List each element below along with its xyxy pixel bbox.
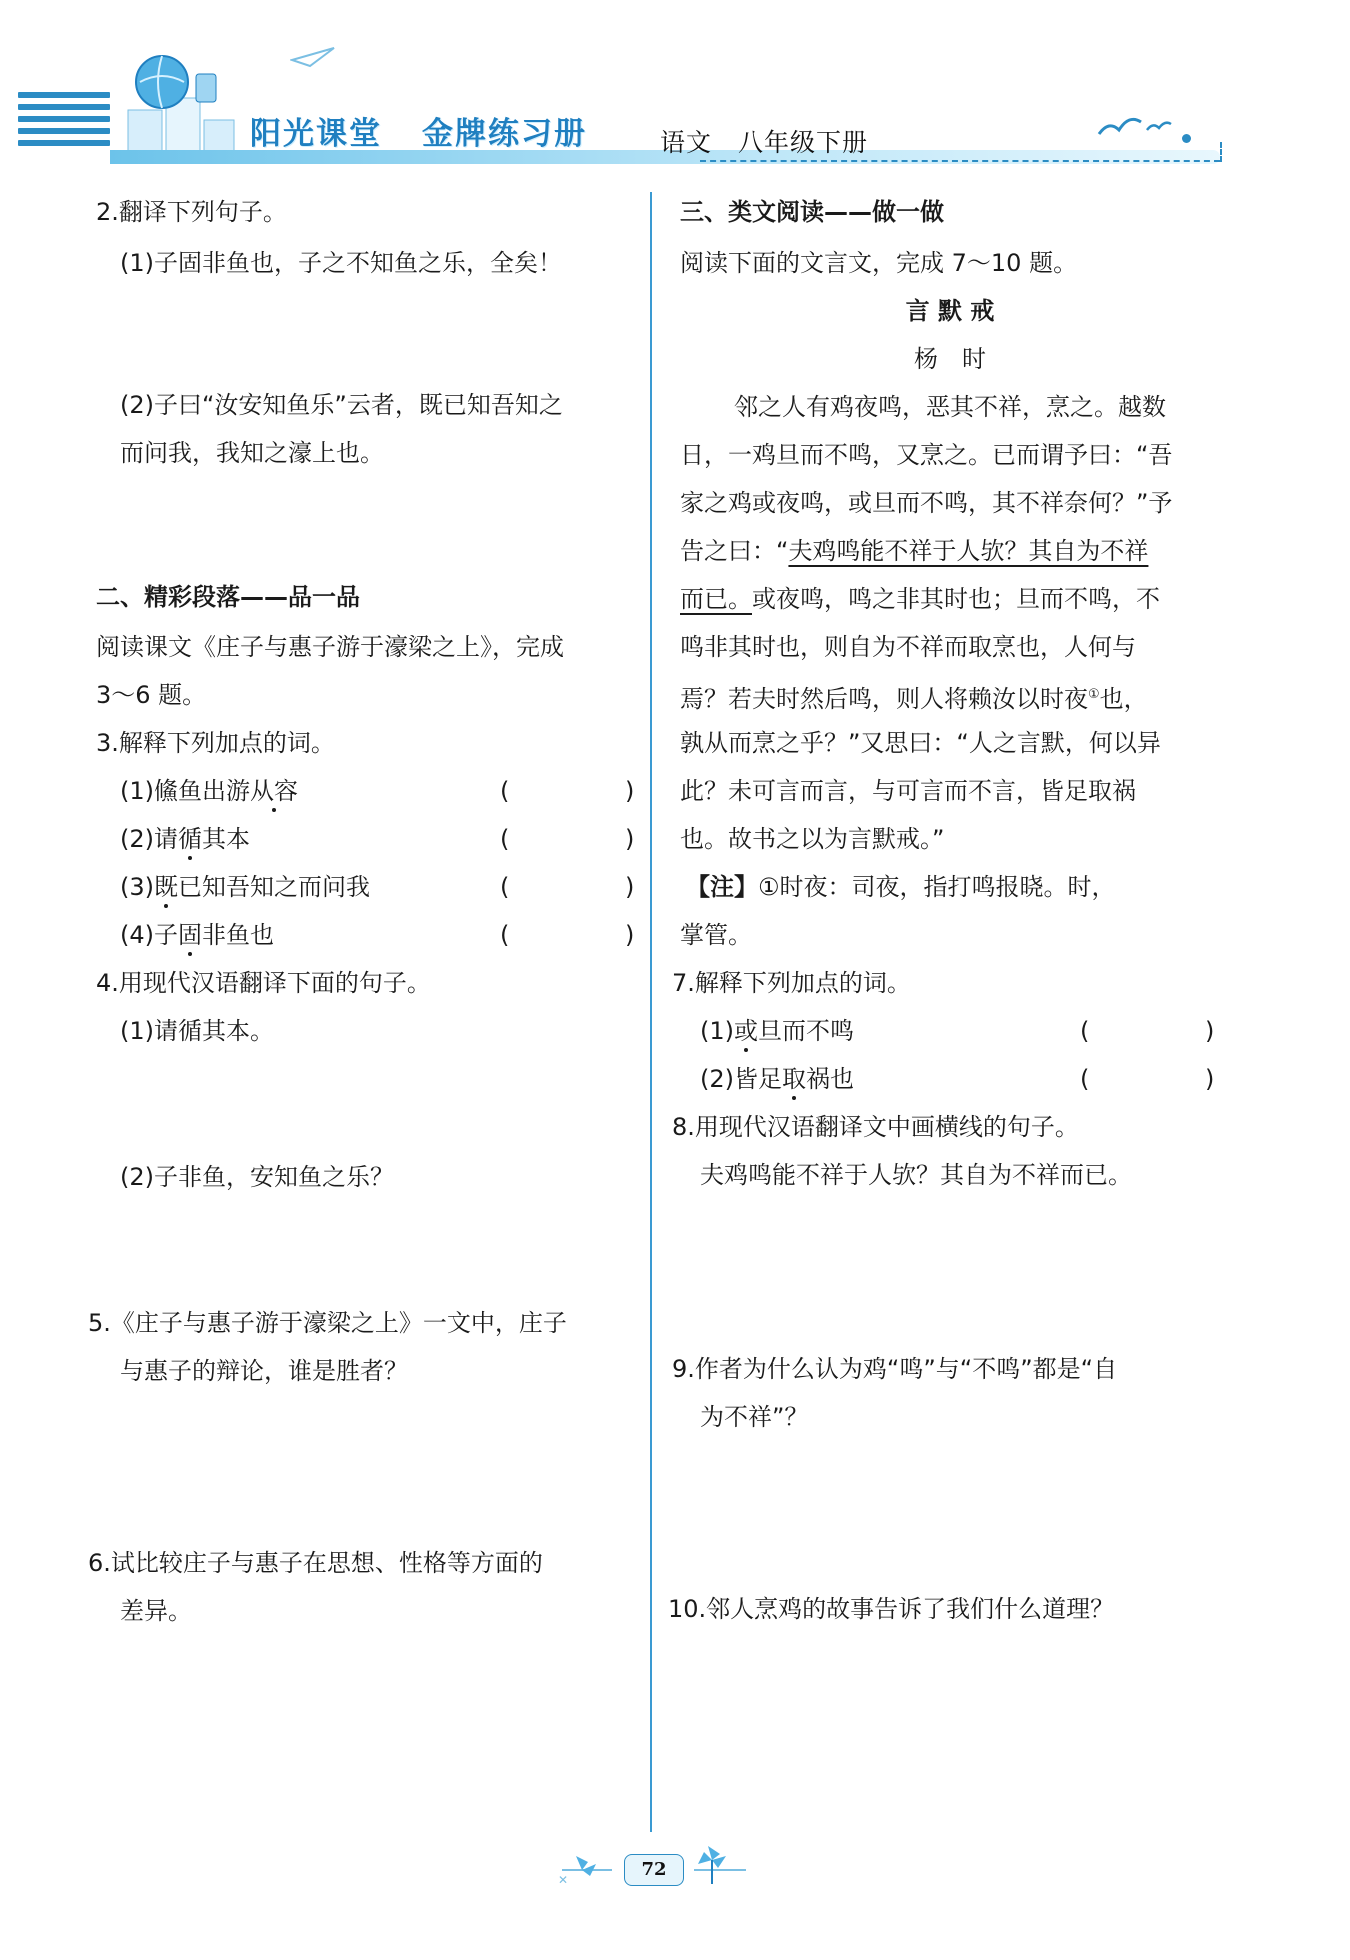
q2-sentence-2-line1: (2)子曰“汝安知鱼乐”云者，既已知吾知之 (120, 391, 563, 419)
q9-line1: 9.作者为什么认为鸡“鸣”与“不鸣”都是“自 (672, 1355, 1118, 1383)
passage-line-7: 焉？若夫时然后鸣，则人将赖汝以时夜①也， (680, 685, 1148, 713)
q7-stem: 7.解释下列加点的词。 (672, 969, 911, 997)
q7-item-1-answer-open[interactable]: ( (1080, 1017, 1090, 1045)
q5-line1: 5.《庄子与惠子游于濠梁之上》一文中，庄子 (88, 1309, 567, 1337)
header-dashed-rule-end (1220, 142, 1224, 162)
q3-item-3-answer-open[interactable]: ( (500, 873, 510, 901)
q7-item-2-answer-open[interactable]: ( (1080, 1065, 1090, 1093)
q7-item-2: (2)皆足取祸也 (700, 1062, 854, 1096)
q7-item-1: (1)或旦而不鸣 (700, 1014, 854, 1048)
passage-line-10: 也。故书之以为言默戒。” (680, 825, 945, 853)
passage-line-4: 告之曰：“夫鸡鸣能不祥于人欤？其自为不祥 (680, 537, 1149, 565)
pinwheel-right-icon (690, 1840, 760, 1890)
underlined-sentence-part2: 而已。 (680, 585, 752, 613)
q8-stem: 8.用现代汉语翻译文中画横线的句子。 (672, 1113, 1079, 1141)
q10-text: 10.邻人烹鸡的故事告诉了我们什么道理？ (668, 1595, 1115, 1623)
q3-stem: 3.解释下列加点的词。 (96, 729, 335, 757)
q3-item-4: (4)子固非鱼也 (120, 918, 274, 952)
section2-intro-line1: 阅读课文《庄子与惠子游于濠梁之上》，完成 (96, 633, 564, 661)
passage-note-line1: 【注】①时夜：司夜，指打鸣报晓。时， (686, 873, 1116, 901)
pinwheel-left-icon (552, 1840, 622, 1890)
q3-item-2-answer-open[interactable]: ( (500, 825, 510, 853)
passage-line-9: 此？未可言而言，与可言而不言，皆足取祸 (680, 777, 1136, 805)
q4-stem: 4.用现代汉语翻译下面的句子。 (96, 969, 431, 997)
q9-line2: 为不祥”？ (700, 1403, 809, 1431)
passage-line-8: 孰从而烹之乎？”又思曰：“人之言默，何以异 (680, 729, 1161, 757)
q6-line2: 差异。 (120, 1597, 192, 1625)
q8-sentence: 夫鸡鸣能不祥于人欤？其自为不祥而已。 (700, 1161, 1132, 1189)
section2-intro-line2: 3～6 题。 (96, 681, 207, 709)
q3-item-3-answer-close: ) (625, 873, 635, 901)
q3-item-4-answer-close: ) (625, 921, 635, 949)
passage-note-line2: 掌管。 (680, 921, 752, 949)
footnote-marker: ① (1088, 687, 1100, 702)
subject-grade-label: 语文 八年级下册 (660, 128, 869, 157)
paper-plane-icon (290, 46, 336, 70)
book-title-part2: 金牌练习册 (422, 116, 587, 152)
header-stripes (18, 92, 110, 162)
q3-item-1-answer-close: ) (625, 777, 635, 805)
q3-item-1-answer-open[interactable]: ( (500, 777, 510, 805)
q2-sentence-1: (1)子固非鱼也，子之不知鱼之乐，全矣！ (120, 249, 562, 277)
globe-emblem-icon (110, 40, 250, 165)
q3-item-4-answer-open[interactable]: ( (500, 921, 510, 949)
passage-line-5: 而已。或夜鸣，鸣之非其时也；旦而不鸣，不 (680, 585, 1160, 613)
section3-intro: 阅读下面的文言文，完成 7～10 题。 (680, 249, 1078, 277)
underlined-sentence-part1: 夫鸡鸣能不祥于人欤？其自为不祥 (788, 537, 1149, 565)
seagulls-icon (1095, 100, 1175, 145)
q6-line1: 6.试比较庄子与惠子在思想、性格等方面的 (88, 1549, 543, 1577)
q3-item-2-answer-close: ) (625, 825, 635, 853)
q3-item-2: (2)请循其本 (120, 822, 250, 856)
q2-stem: 2.翻译下列句子。 (96, 198, 287, 226)
header-dot (1182, 134, 1191, 143)
q4-sentence-2: (2)子非鱼，安知鱼之乐？ (120, 1163, 394, 1191)
q2-sentence-2-line2: 而问我，我知之濠上也。 (120, 439, 384, 467)
q7-item-2-answer-close: ) (1205, 1065, 1215, 1093)
passage-line-2: 日，一鸡旦而不鸣，又烹之。已而谓予曰：“吾 (680, 441, 1173, 469)
q7-item-1-answer-close: ) (1205, 1017, 1215, 1045)
passage-line-1: 邻之人有鸡夜鸣，恶其不祥，烹之。越数 (734, 393, 1166, 421)
page-header (0, 0, 1350, 190)
passage-author: 杨 时 (914, 345, 986, 373)
passage-line-3: 家之鸡或夜鸣，或旦而不鸣，其不祥奈何？”予 (680, 489, 1173, 517)
section2-heading: 二、精彩段落——品一品 (96, 583, 360, 611)
svg-text:✕: ✕ (558, 1873, 569, 1887)
q4-sentence-1: (1)请循其本。 (120, 1017, 274, 1045)
book-title-part1: 阳光课堂 (250, 116, 382, 152)
passage-title: 言 默 戒 (905, 297, 995, 325)
note-label: 【注】 (686, 873, 758, 901)
q3-item-3: (3)既已知吾知之而问我 (120, 870, 370, 904)
page-number: 72 (624, 1854, 684, 1886)
q5-line2: 与惠子的辩论，谁是胜者？ (120, 1357, 408, 1385)
passage-line-6: 鸣非其时也，则自为不祥而取烹也，人何与 (680, 633, 1136, 661)
q3-item-1: (1)鯈鱼出游从容 (120, 774, 298, 808)
header-dashed-rule (700, 160, 1220, 162)
section3-heading: 三、类文阅读——做一做 (680, 198, 944, 226)
column-divider (650, 192, 652, 1832)
